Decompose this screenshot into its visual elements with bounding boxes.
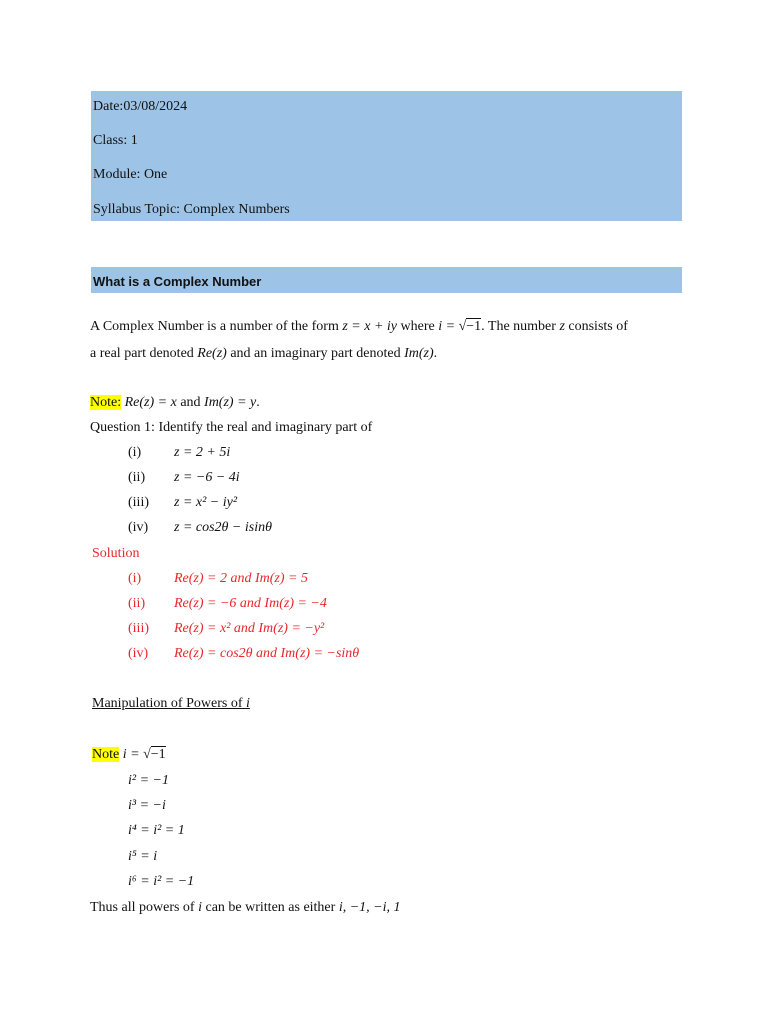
question-expr: z = cos2θ − isinθ <box>174 520 272 535</box>
conclusion-line: Thus all powers of i can be written as either i, −1, −i, 1 <box>90 900 401 915</box>
powers-title: Manipulation of Powers of i <box>92 696 250 711</box>
question-num: (i) <box>128 445 142 460</box>
solution-expr: Re(z) = −6 and Im(z) = −4 <box>174 596 327 611</box>
power-line: i⁵ = i <box>128 849 158 864</box>
power-line: i⁶ = i² = −1 <box>128 874 195 889</box>
question-expr: z = x² − iy² <box>174 495 238 510</box>
question-text: Question 1: Identify the real and imaginary part of <box>90 420 373 435</box>
question-num: (ii) <box>128 470 146 485</box>
powers-note-label: Note <box>92 747 120 762</box>
power-line: i² = −1 <box>128 773 169 788</box>
topic-line: Syllabus Topic: Complex Numbers <box>93 202 290 217</box>
question-expr: z = 2 + 5i <box>174 445 231 460</box>
question-expr: z = −6 − 4i <box>174 470 240 485</box>
date-line: Date:03/08/2024 <box>93 99 188 114</box>
solution-label: Solution <box>92 546 140 561</box>
question-num: (iv) <box>128 520 149 535</box>
solution-num: (ii) <box>128 596 146 611</box>
solution-num: (i) <box>128 571 142 586</box>
module-line: Module: One <box>93 167 168 182</box>
question-num: (iii) <box>128 495 149 510</box>
solution-expr: Re(z) = 2 and Im(z) = 5 <box>174 571 308 586</box>
class-line: Class: 1 <box>93 133 138 148</box>
power-line: i⁴ = i² = 1 <box>128 823 185 838</box>
solution-num: (iv) <box>128 646 149 661</box>
powers-note: Note i = √−1 <box>92 747 166 762</box>
note-line: Note: Re(z) = x and Im(z) = y. <box>90 395 260 410</box>
solution-num: (iii) <box>128 621 149 636</box>
note-label: Note: <box>90 395 122 410</box>
solution-expr: Re(z) = x² and Im(z) = −y² <box>174 621 325 636</box>
power-line: i³ = −i <box>128 798 166 813</box>
definition-line-2: a real part denoted Re(z) and an imaginary part denoted Im(z). <box>90 346 438 361</box>
section-title: What is a Complex Number <box>93 274 262 289</box>
definition-line-1: A Complex Number is a number of the form z = x + iy where i = √−1. The number z consists of <box>90 319 628 334</box>
solution-expr: Re(z) = cos2θ and Im(z) = −sinθ <box>174 646 360 661</box>
